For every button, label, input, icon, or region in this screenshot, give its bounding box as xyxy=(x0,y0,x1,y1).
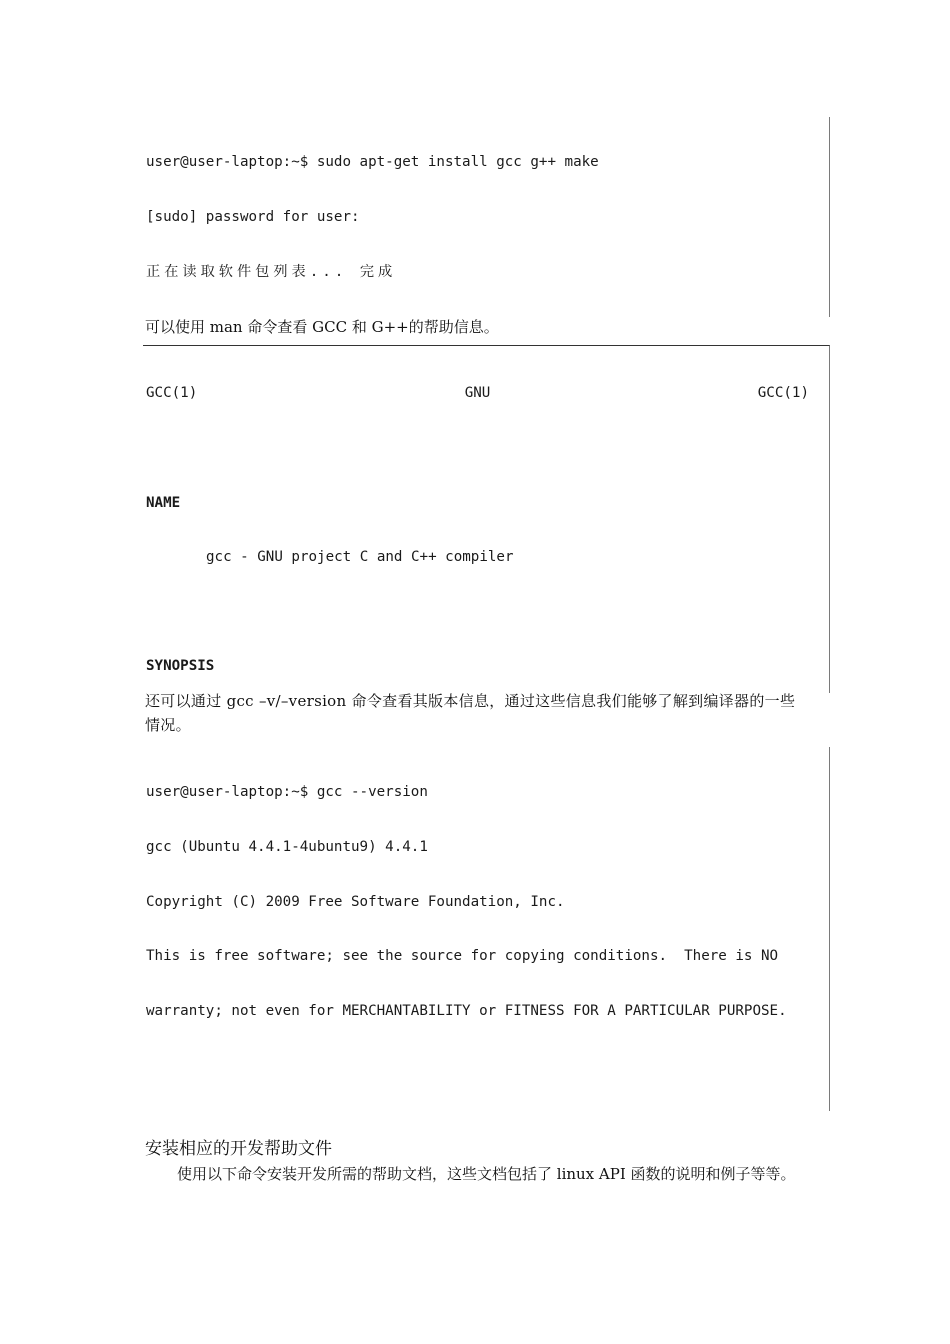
paragraph-version-intro: 还可以通过 gcc –v/–version 命令查看其版本信息，通过这些信息我们能够了解到编译器的一些情况。 xyxy=(145,692,796,734)
terminal-line: user@user-laptop:~$ gcc --version xyxy=(146,784,428,801)
terminal-line: This is free software; see the source for copying conditions. There is NO xyxy=(146,948,779,965)
section-heading: 安装相应的开发帮助文件 xyxy=(145,1139,332,1159)
terminal-install-output xyxy=(143,117,830,317)
paragraph-man-intro: 可以使用 man 命令查看 GCC 和 G++的帮助信息。 xyxy=(145,318,499,336)
terminal-line: warranty; not even for MERCHANTABILITY or FITNESS FOR A PARTICULAR PURPOSE. xyxy=(146,1002,787,1019)
terminal-line: Copyright (C) 2009 Free Software Foundation, Inc. xyxy=(146,893,565,910)
man-section-synopsis: SYNOPSIS xyxy=(146,658,215,675)
man-header-right: GCC(1) xyxy=(757,385,809,402)
man-header-left: GCC(1) xyxy=(146,385,198,402)
man-header xyxy=(143,384,829,402)
blank-line xyxy=(143,439,829,457)
terminal-line: 正在读取软件包列表... 完成 xyxy=(146,263,397,280)
paragraph-help-docs: 使用以下命令安装开发所需的帮助文档，这些文档包括了 linux API 函数的说明和例子等等。 xyxy=(177,1165,796,1183)
man-name-text: gcc - GNU project C and C++ compiler xyxy=(206,549,514,566)
man-section-name: NAME xyxy=(146,494,181,511)
terminal-line xyxy=(143,1056,829,1074)
terminal-line: user@user-laptop:~$ sudo apt-get install gcc g++ make xyxy=(146,154,599,171)
terminal-line: [sudo] password for user: xyxy=(146,209,360,225)
man-header-center: GNU xyxy=(464,385,491,402)
terminal-version-output xyxy=(143,747,830,1111)
blank-line xyxy=(143,603,829,621)
man-page-gcc xyxy=(143,345,830,693)
terminal-line: gcc (Ubuntu 4.4.1-4ubuntu9) 4.4.1 xyxy=(146,839,428,855)
